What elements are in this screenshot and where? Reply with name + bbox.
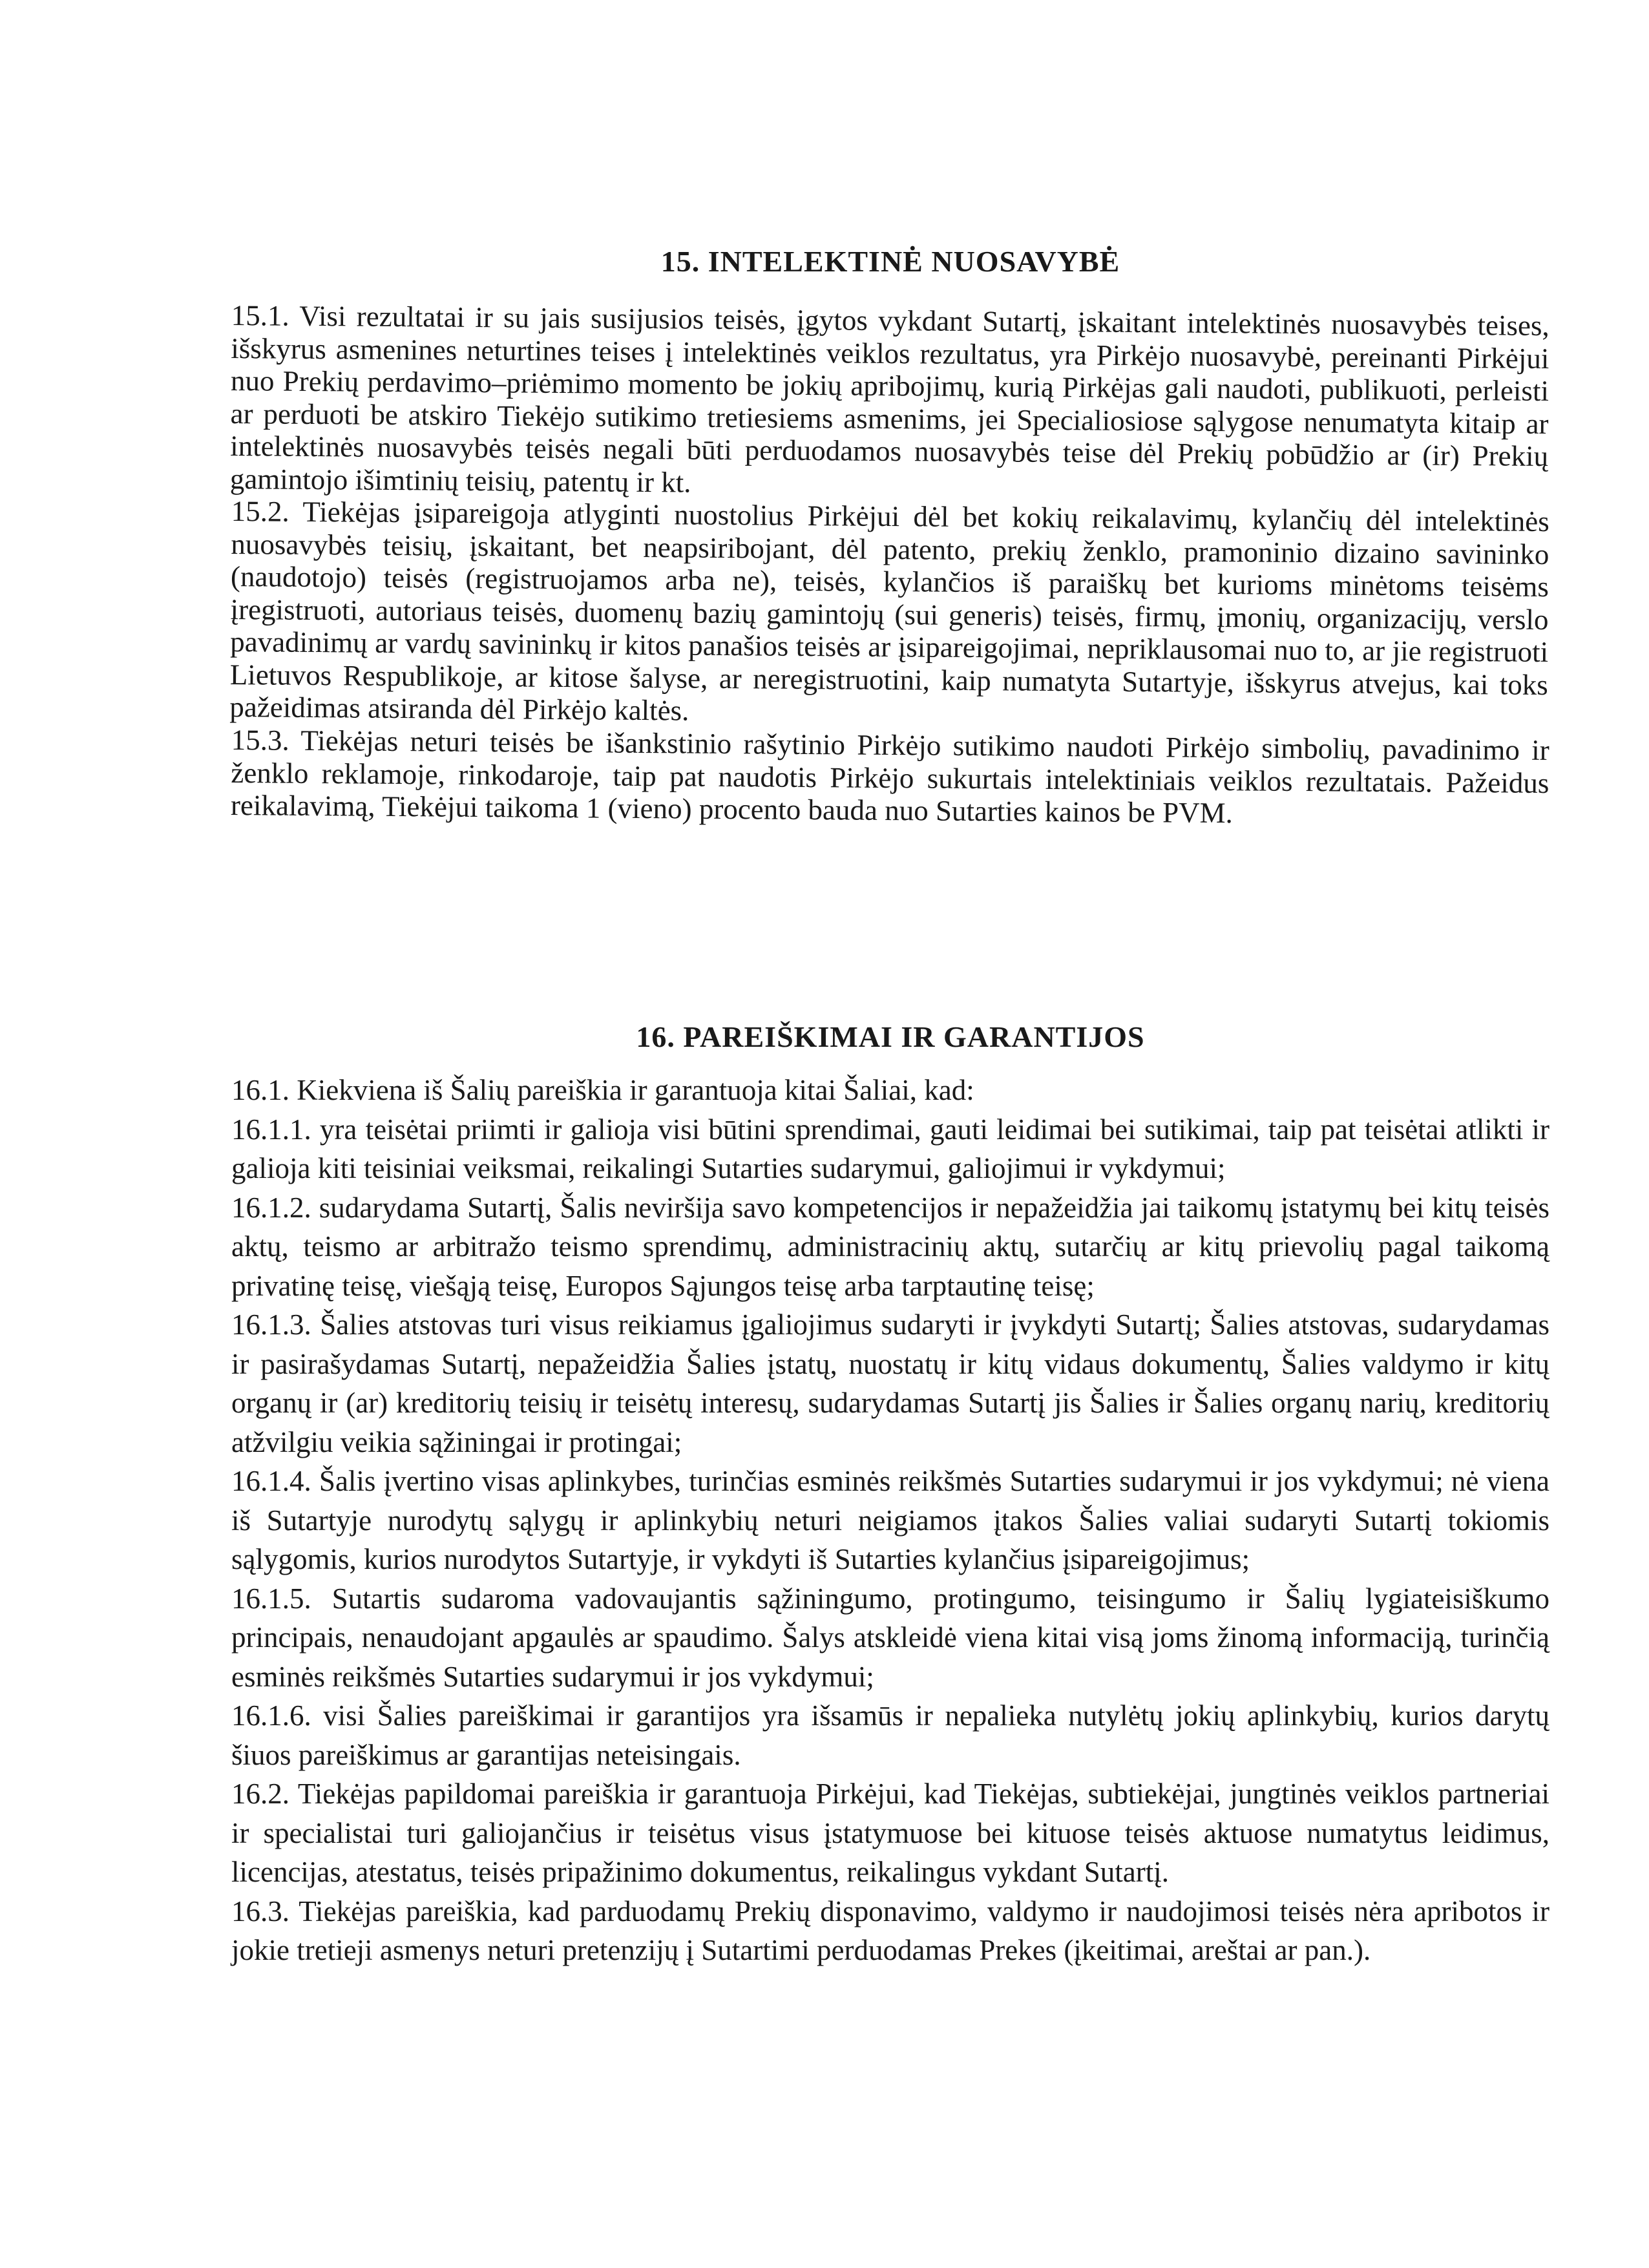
- clause-16-1-5: 16.1.5. Sutartis sudaroma vadovaujantis sąžiningumo, protingumo, teisingumo ir Šalių lygiateisiškumo principais, nenaudojant apgaulės ar spaudimo. Šalys atskleidė viena kitai visą joms žinomą informaciją, turinčią esminės reikšmės Sutarties sudarymui ir jos vykdymui;: [231, 1582, 1549, 1693]
- clause-15-3: 15.3. Tiekėjas neturi teisės be išankstinio rašytinio Pirkėjo sutikimo naudoti Pirkėjo simbolių, pavadinimo ir ženklo reklamoje, rinkodaroje, taip pat naudotis Pirkėjo sukurtais intelektiniais veiklos rezultatais. Pažeidus reikalavimą, Tiekėjui taikoma 1 (vieno) procento bauda nuo Sutarties kainos be PVM.: [230, 723, 1549, 829]
- clause-16-1-1: 16.1.1. yra teisėtai priimti ir galioja visi būtini sprendimai, gauti leidimai bei sutikimai, taip pat teisėtai atlikti ir galioja kiti teisiniai veiksmai, reikalingi Sutarties sudarymui, galiojimui ir vykdymui;: [231, 1113, 1549, 1184]
- clause-16-2: 16.2. Tiekėjas papildomai pareiškia ir garantuoja Pirkėjui, kad Tiekėjas, subtiekėjai, jungtinės veiklos partneriai ir specialistai turi galiojančius ir teisėtus visus įstatymuose bei kituose teisės aktuose numatytus leidimus, licencijas, atestatus, teisės pripažinimo dokumentus, reikalingus vykdant Sutartį.: [231, 1778, 1549, 1888]
- clause-16-1-6: 16.1.6. visi Šalies pareiškimai ir garantijos yra išsamūs ir nepalieka nutylėtų jokių aplinkybių, kurios darytų šiuos pareiškimus ar garantijas neteisingais.: [231, 1699, 1549, 1771]
- clause-15-2: 15.2. Tiekėjas įsipareigoja atlyginti nuostolius Pirkėjui dėl bet kokių reikalavimų, kylančių dėl intelektinės nuosavybės teisių, įskaitant, bet neapsiribojant, dėl patento, prekių ženklo, pramoninio dizaino savininko (naudotojo) teisės (registruojamos arba ne), teisės, kylančios iš paraiškų bet kurioms minėtoms teisėms įregistruoti, autoriaus teisės, duomenų bazių gamintojų (sui generis) teisės, firmų, įmonių, organizacijų, verslo pavadinimų ar vardų savininkų ir kitos panašios teisės ar įsipareigojimai, nepriklausomai nuo to, ar jie registruoti Lietuvos Respublikoje, ar kitose šalyse, ar neregistruotini, kaip numatyta Sutartyje, išskyrus atvejus, kai toks pažeidimas atsiranda dėl Pirkėjo kaltės.: [229, 495, 1549, 727]
- clause-15-1: 15.1. Visi rezultatai ir su jais susijusios teisės, įgytos vykdant Sutartį, įskaitant intelektinės nuosavybės teises, išskyrus asmenines neturtines teises į intelektinės veiklos rezultatus, yra Pirkėjo nuosavybė, pereinanti Pirkėjui nuo Prekių perdavimo–priėmimo momento be jokių apribojimų, kurią Pirkėjas gali naudoti, publikuoti, perleisti ar perduoti be atskiro Tiekėjo sutikimo tretiesiems asmenims, jei Specialiosiose sąlygose nenumatyta kitaip ar intelektinės nuosavybės teisės negali būti perduodamos nuosavybės teise dėl Prekių pobūdžio ar (ir) Prekių gamintojo išimtinių teisių, patentų ir kt.: [229, 299, 1549, 499]
- clause-16-3: 16.3. Tiekėjas pareiškia, kad parduodamų Prekių disponavimo, valdymo ir naudojimosi teisės nėra apribotos ir jokie tretieji asmenys neturi pretenzijų į Sutartimi perduodamas Prekes (įkeitimai, areštai ar pan.).: [231, 1895, 1549, 1966]
- clause-16-1: 16.1. Kiekviena iš Šalių pareiškia ir garantuoja kitai Šaliai, kad:: [231, 1074, 974, 1106]
- clause-16-1-4: 16.1.4. Šalis įvertino visas aplinkybes, turinčias esminės reikšmės Sutarties sudarymui ir jos vykdymui; nė viena iš Sutartyje nurodytų sąlygų ir aplinkybių neturi neigiamos įtakos Šalies valiai sudaryti Sutartį tokiomis sąlygomis, kurios nurodytos Sutartyje, ir vykdyti iš Sutarties kylančius įsipareigojimus;: [231, 1465, 1549, 1575]
- section-intellectual-property: [229, 242, 1549, 829]
- section-statements-guarantees: [231, 1018, 1549, 1970]
- section-heading: 15. INTELEKTINĖ NUOSAVYBĖ: [660, 245, 1120, 278]
- clause-16-1-3: 16.1.3. Šalies atstovas turi visus reikiamus įgaliojimus sudaryti ir įvykdyti Sutartį; Šalies atstovas, sudarydamas ir pasirašydamas Sutartį, nepažeidžia Šalies įstatų, nuostatų ir kitų vidaus dokumentų, Šalies valdymo ir kitų organų ir (ar) kreditorių teisių ir teisėtų interesų, sudarydamas Sutartį jis Šalies ir Šalies organų narių, kreditorių atžvilgiu veikia sąžiningai ir protingai;: [231, 1308, 1549, 1458]
- clause-16-1-2: 16.1.2. sudarydama Sutartį, Šalis neviršija savo kompetencijos ir nepažeidžia jai taikomų įstatymų bei kitų teisės aktų, teismo ar arbitražo teismo sprendimų, administracinių aktų, sutarčių ar kitų prievolių pagal taikomą privatinę teisę, viešąją teisę, Europos Sąjungos teisę arba tarptautinę teisę;: [231, 1191, 1549, 1302]
- section-heading: 16. PAREIŠKIMAI IR GARANTIJOS: [636, 1020, 1145, 1053]
